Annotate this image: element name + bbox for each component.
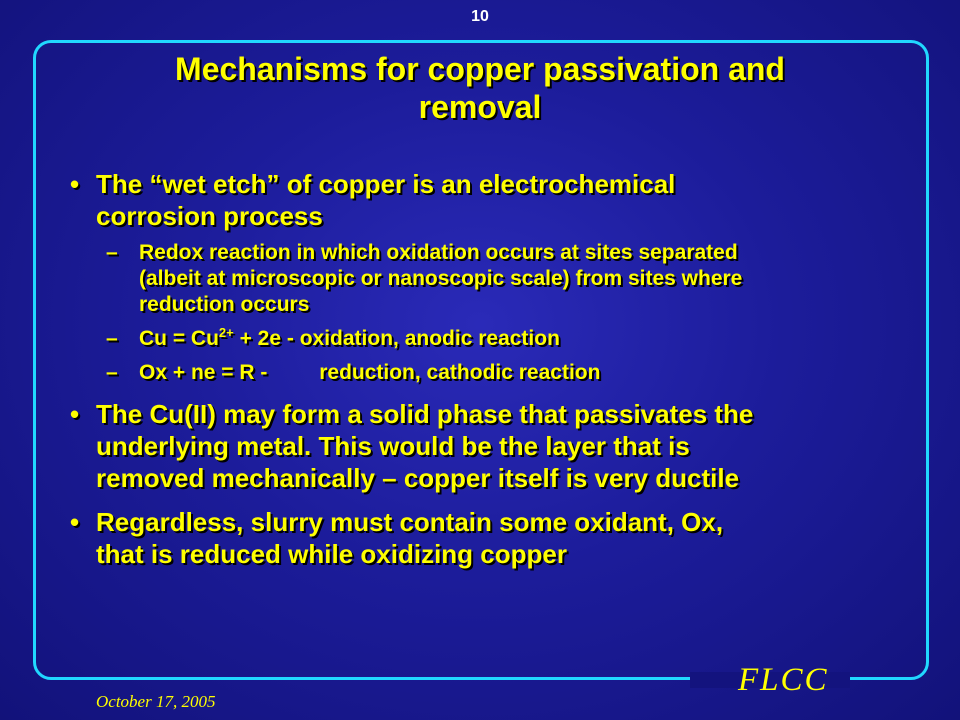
dash-mark: – <box>106 327 118 350</box>
bullet-line: removed mechanically – copper itself is very ductile <box>96 463 740 493</box>
bullet-wet-etch <box>60 168 920 232</box>
bullet-line: The Cu(II) may form a solid phase that passivates the <box>96 399 754 429</box>
sub-bullet-reduction <box>60 360 920 386</box>
slide-title <box>70 50 890 126</box>
title-line-1: Mechanisms for copper passivation and <box>175 51 785 87</box>
title-line-2: removal <box>418 89 542 125</box>
bullet-line: that is reduced while oxidizing copper <box>96 539 567 569</box>
slide-content <box>60 168 920 582</box>
equation-post: + 2e - oxidation, anodic reaction <box>233 327 560 350</box>
bullet-cu-ii <box>60 398 920 494</box>
sub-bullet-line: Redox reaction in which oxidation occurs at sites separated <box>139 241 738 264</box>
equation-post: reduction, cathodic reaction <box>319 361 601 384</box>
bullet-line: corrosion process <box>96 201 323 231</box>
dash-mark: – <box>106 361 118 384</box>
sub-bullet-list <box>60 240 920 386</box>
sub-bullet-oxidation <box>60 326 920 352</box>
sub-bullet-line: (albeit at microscopic or nanoscopic scale) from sites where <box>139 267 743 290</box>
charge-superscript: 2+ <box>218 325 234 340</box>
bullet-mark: • <box>70 169 80 199</box>
footer-date: October 17, 2005 <box>96 692 216 711</box>
sub-bullet-redox <box>60 240 920 318</box>
equation-pre: Cu = Cu <box>139 327 219 350</box>
sub-bullet-line: reduction occurs <box>139 293 310 316</box>
slide-number: 10 <box>471 8 489 25</box>
bullet-slurry <box>60 506 920 570</box>
bullet-line: The “wet etch” of copper is an electrochemical <box>96 169 676 199</box>
equation-pre: Ox + ne = R - <box>139 361 274 384</box>
bullet-mark: • <box>70 507 80 537</box>
footer-brand: FLCC <box>738 662 829 698</box>
bullet-mark: • <box>70 399 80 429</box>
dash-mark: – <box>106 241 118 264</box>
bullet-line: underlying metal. This would be the layer that is <box>96 431 690 461</box>
bullet-line: Regardless, slurry must contain some oxidant, Ox, <box>96 507 724 537</box>
